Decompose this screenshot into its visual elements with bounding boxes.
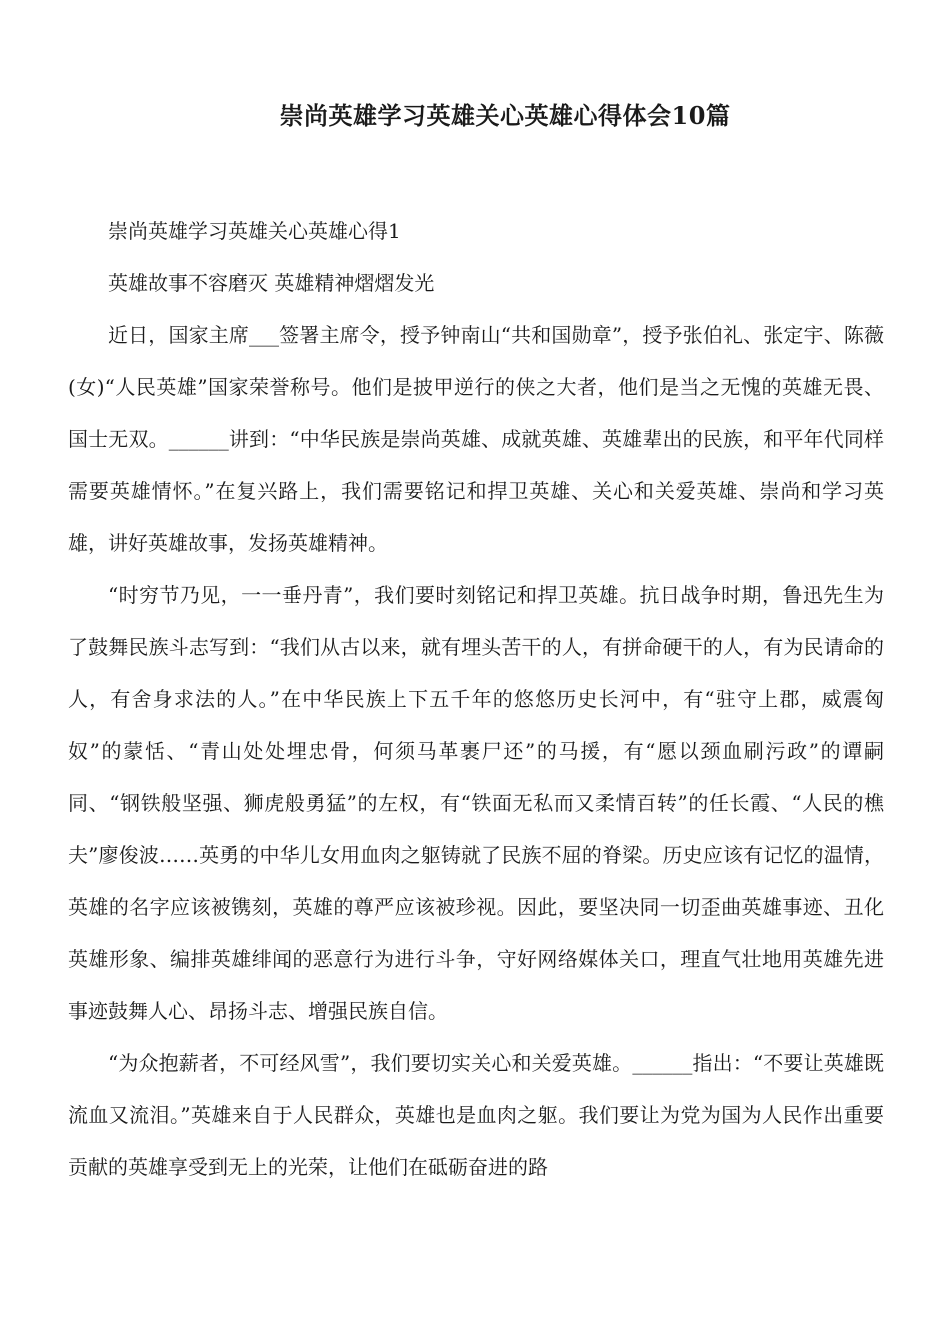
- paragraph-3: “为众抱薪者，不可经风雪”，我们要切实关心和关爱英雄。______指出：“不要让英雄既流血又流泪。”英雄来自于人民群众，英雄也是血肉之躯。我们要让为党为国为人民作出重要贡献的英雄享受到无上的光荣，让他们在砥砺奋进的路: [68, 1051, 884, 1179]
- section-subtitle: 英雄故事不容磨灭 英雄精神熠熠发光: [108, 271, 435, 295]
- paragraph-1: 近日，国家主席___签署主席令，授予钟南山“共和国勋章”，授予张伯礼、张定宇、陈薇(女)“人民英雄”国家荣誉称号。他们是披甲逆行的侠之大者，他们是当之无愧的英雄无畏、国士无双。______讲到：“中华民族是崇尚英雄、成就英雄、英雄辈出的民族，和平年代同样需要英雄情怀。”在复兴路上，我们需要铭记和捍卫英雄、关心和关爱英雄、崇尚和学习英雄，讲好英雄故事，发扬英雄精神。: [68, 323, 884, 555]
- paragraph-2: “时穷节乃见，一一垂丹青”，我们要时刻铭记和捍卫英雄。抗日战争时期，鲁迅先生为了鼓舞民族斗志写到：“我们从古以来，就有埋头苦干的人，有拼命硬干的人，有为民请命的人，有舍身求法的人。”在中华民族上下五千年的悠悠历史长河中，有“驻守上郡，威震匈奴”的蒙恬、“青山处处埋忠骨，何须马革裹尸还”的马援，有“愿以颈血刷污政”的谭嗣同、“钢铁般坚强、狮虎般勇猛”的左权，有“铁面无私而又柔情百转”的任长霞、“人民的樵夫”廖俊波……英勇的中华儿女用血肉之躯铸就了民族不屈的脊梁。历史应该有记忆的温情，英雄的名字应该被镌刻，英雄的尊严应该被珍视。因此，要坚决同一切歪曲英雄事迹、丑化英雄形象、编排英雄绯闻的恶意行为进行斗争，守好网络媒体关口，理直气壮地用英雄先进事迹鼓舞人心、昂扬斗志、增强民族自信。: [68, 583, 884, 1023]
- document-title: 崇尚英雄学习英雄关心英雄心得体会10篇: [279, 101, 731, 130]
- document-body: [68, 205, 884, 1193]
- section-heading: 崇尚英雄学习英雄关心英雄心得1: [108, 219, 401, 243]
